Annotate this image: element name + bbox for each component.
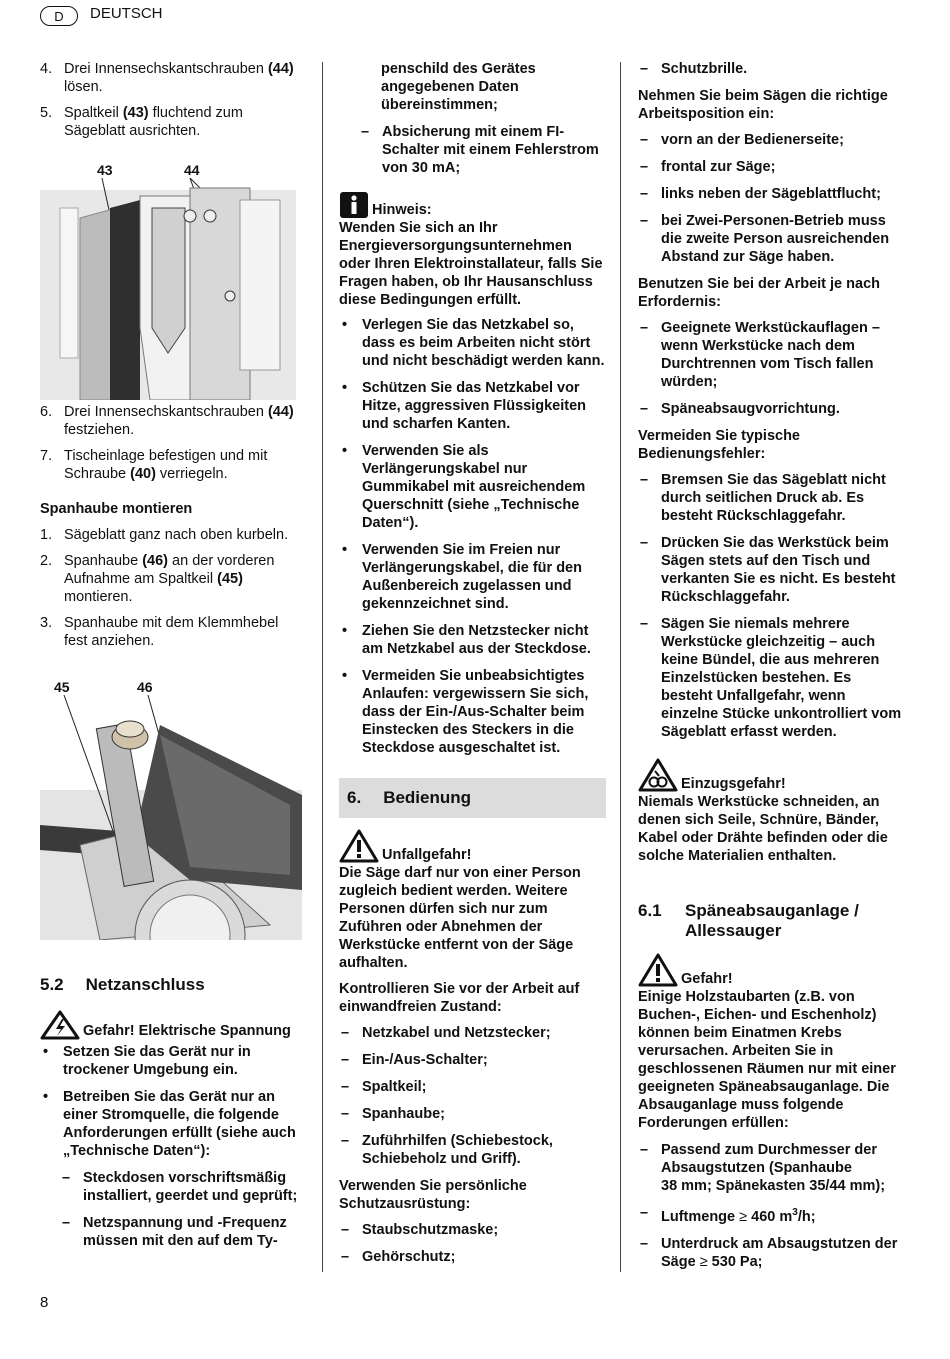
note-text: Wenden Sie sich an Ihr Energieversorgungsunternehmen oder Ihren Elektroinstallateur, falls Sie Fragen haben, ob Ihr Hausanschluss diese Bedingungen erfüllt. (339, 220, 603, 308)
column-1-continued (40, 403, 305, 658)
spanhaube-heading: Spanhaube montieren (40, 501, 193, 517)
column-2-bedienung (339, 828, 605, 1275)
dust-danger-title: Gefahr! (681, 971, 733, 987)
column-3 (638, 60, 903, 873)
accident-warning-heading (339, 828, 605, 864)
position-item-1: – vorn an der Bedienerseite; (640, 132, 844, 148)
page-number: 8 (40, 1294, 49, 1311)
column-1 (40, 60, 305, 148)
netz-bullet-1: • Setzen Sie das Gerät nur in trockener Umgebung ein. (43, 1044, 251, 1078)
pull-in-warning-title: Einzugsgefahr! (681, 776, 786, 792)
avoid-item-3: – Sägen Sie niemals mehrere Werkstücke gleichzeitig – auch keine Bündel, die aus mehreren Einzelstücken bestehen. Es besteht Unfallgefahr, wenn einzelne Stücke unkontrolliert vom Sägeblatt erfasst werden. (640, 616, 902, 740)
step-1: 1. Sägeblatt ganz nach oben kurbeln. (40, 527, 289, 543)
cable-bullet-2: • Schützen Sie das Netzkabel vor Hitze, aggressiven Flüssigkeiten und scharfen Kanten. (342, 380, 587, 432)
accident-warning-title: Unfallgefahr! (382, 847, 472, 863)
electric-hazard-icon (40, 1010, 80, 1040)
ppe-item-3: – Schutzbrille. (640, 61, 748, 77)
requirement-1: – Passend zum Durchmesser der Absaugstutzen (Spanhaube 38 mm; Spänekasten 35/44 mm); (640, 1142, 886, 1194)
use-intro: Benutzen Sie bei der Arbeit je nach Erfordernis: (638, 276, 880, 310)
section-6-title: Bedienung (383, 788, 472, 807)
step-5: 5. Spaltkeil (43) fluchtend zum Sägeblatt ausrichten. (40, 105, 243, 139)
step-7: 7. Tischeinlage befestigen und mit Schraube (40) verriegeln. (40, 448, 268, 482)
cable-bullet-3: • Verwenden Sie als Verlängerungskabel nur Gummikabel mit ausreichendem Querschnitt (siehe „Technische Daten“). (342, 443, 586, 531)
pull-in-warning-text: Niemals Werkstücke schneiden, an denen sich Seile, Schnüre, Bänder, Kabel oder Drähte befinden oder die solche Materialien enthalten. (638, 794, 888, 864)
column-1-netzanschluss (40, 1010, 305, 1259)
figure2-label-45: 45 (54, 679, 70, 695)
cable-bullet-6: • Vermeiden Sie unbeabsichtigtes Anlaufen: vergewissern Sie sich, dass der Ein-/Aus-Schalter beim Einstecken des Steckers in die Steckdose ausgeschaltet ist. (342, 668, 589, 756)
position-intro: Nehmen Sie beim Sägen die richtige Arbeitsposition ein: (638, 88, 888, 122)
note-title: Hinweis: (372, 202, 432, 218)
section-6-heading (347, 788, 471, 808)
cable-bullet-5: • Ziehen Sie den Netzstecker nicht am Netzkabel aus der Steckdose. (342, 623, 591, 657)
step-4: 4. Drei Innensechskantschrauben (44) lösen. (40, 61, 294, 95)
info-icon (339, 191, 369, 219)
language-badge-text: D (54, 8, 64, 24)
electric-warning (40, 1010, 305, 1040)
check-item-2: – Ein-/Aus-Schalter; (341, 1052, 488, 1068)
netz-dash-1: – Steckdosen vorschriftsmäßig installiert, geerdet und geprüft; (62, 1170, 298, 1204)
column-2 (339, 60, 605, 766)
step-2: 2. Spanhaube (46) an der vorderen Aufnahme am Spaltkeil (45) montieren. (40, 553, 275, 605)
check-intro: Kontrollieren Sie vor der Arbeit auf einwandfreien Zustand: (339, 981, 580, 1015)
language-badge (40, 6, 78, 26)
netz-dash-2: – Netzspannung und -Frequenz müssen mit den auf dem Ty- (62, 1215, 287, 1249)
fi-switch-item: – Absicherung mit einem FI-Schalter mit einem Fehlerstrom von 30 mA; (361, 124, 599, 176)
ppe-item-2: – Gehörschutz; (341, 1249, 456, 1265)
note-heading (339, 191, 605, 219)
figure1-riving-knife-image (40, 178, 296, 400)
section-5-2-heading (40, 975, 205, 995)
check-item-1: – Netzkabel und Netzstecker; (341, 1025, 551, 1041)
typeplate-continuation: penschild des Gerätes angegebenen Daten übereinstimmen; (381, 61, 536, 113)
use-item-2: – Späneabsaugvorrichtung. (640, 401, 840, 417)
step-3: 3. Spanhaube mit dem Klemmhebel fest anziehen. (40, 615, 279, 649)
avoid-item-1: – Bremsen Sie das Sägeblatt nicht durch seitlichen Druck ab. Es besteht Rückschlaggefahr. (640, 472, 886, 524)
accident-warning-text: Die Säge darf nur von einer Person zugleich bedient werden. Weitere Personen dürfen sich nur zum Zuführen oder Abnehmen der Werkstücke entfernt von der Säge aufhalten. (339, 865, 581, 971)
section-6-1-number: 6.1 (638, 901, 662, 920)
warning-triangle-icon (339, 828, 379, 864)
figure1-label-44: 44 (184, 162, 200, 178)
step-6: 6. Drei Innensechskantschrauben (44) festziehen. (40, 404, 294, 438)
check-item-4: – Spanhaube; (341, 1106, 445, 1122)
figure2-blade-guard-image (40, 695, 302, 940)
ppe-intro: Verwenden Sie persönliche Schutzausrüstung: (339, 1178, 527, 1212)
section-6-1-title-line1: Späneabsauganlage / (685, 901, 859, 920)
section-5-2-title: Netzanschluss (85, 975, 205, 994)
pull-in-hazard-icon (638, 757, 678, 793)
netz-bullet-2: • Betreiben Sie das Gerät nur an einer Stromquelle, die folgende Anforderungen erfüllt (siehe auch „Technische Daten“): (43, 1089, 296, 1159)
cable-bullet-4: • Verwenden Sie im Freien nur Verlängerungskabel, die für den Außenbereich zugelassen und gekennzeichnet sind. (342, 542, 582, 612)
check-item-3: – Spaltkeil; (341, 1079, 427, 1095)
pull-in-warning-heading (638, 757, 903, 793)
figure2-label-46: 46 (137, 679, 153, 695)
dust-danger-text: Einige Holzstaubarten (z.B. von Buchen-, Eichen- und Eschenholz) können beim Einatmen Krebs verursachen. Arbeiten Sie in geschlossenen Räumen nur mit einer geeigneten Späneabsauganlage. Die Absauganlage muss folgende Forderungen erfüllen: (638, 989, 896, 1131)
section-6-1-title-line2: Allessauger (685, 921, 782, 940)
requirement-3: – Unterdruck am Absaugstutzen der Säge ≥ 530 Pa; (640, 1235, 898, 1270)
ppe-item-1: – Staubschutzmaske; (341, 1222, 499, 1238)
avoid-intro: Vermeiden Sie typische Bedienungsfehler: (638, 428, 800, 462)
use-item-1: – Geeignete Werkstückauflagen – wenn Werkstücke nach dem Durchtrennen vom Tisch fallen würden; (640, 320, 880, 390)
position-item-4: – bei Zwei-Personen-Betrieb muss die zweite Person ausreichenden Abstand zur Säge haben. (640, 213, 890, 265)
position-item-3: – links neben der Sägeblattflucht; (640, 186, 881, 202)
section-6-1-heading (638, 901, 903, 941)
language-label: DEUTSCH (90, 5, 163, 22)
electric-warning-text: Gefahr! Elektrische Spannung (83, 1023, 291, 1039)
dust-danger-heading (638, 952, 903, 988)
check-item-5: – Zuführhilfen (Schiebestock, Schiebeholz und Griff). (341, 1133, 553, 1167)
section-6-number: 6. (347, 788, 362, 807)
section-5-2-number: 5.2 (40, 975, 64, 994)
column-divider-right (620, 62, 621, 1272)
column-3-absaugung (638, 952, 903, 1280)
requirement-2: – Luftmenge ≥ 460 $m^3/h$; (640, 1205, 816, 1225)
warning-triangle-icon (638, 952, 678, 988)
figure1-label-43: 43 (97, 162, 113, 178)
position-item-2: – frontal zur Säge; (640, 159, 776, 175)
column-divider-left (322, 62, 323, 1272)
cable-bullet-1: • Verlegen Sie das Netzkabel so, dass es beim Arbeiten nicht stört und nicht beschädigt werden kann. (342, 317, 605, 369)
avoid-item-2: – Drücken Sie das Werkstück beim Sägen stets auf den Tisch und verkanten Sie es nicht. Es besteht Rückschlaggefahr. (640, 535, 896, 605)
